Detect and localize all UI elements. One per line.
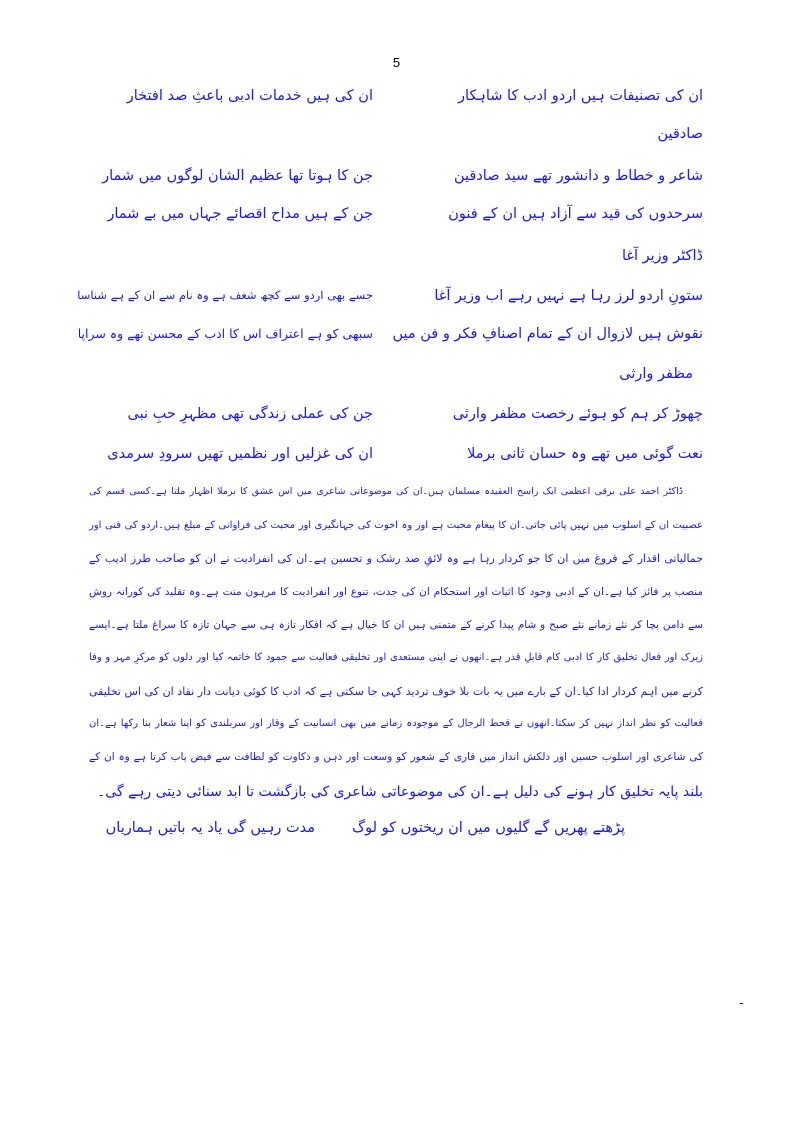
prose-line: منصب پر فائز کیا ہے۔ان کے ادبی وجود کا اثبات اور استحکام ان کی جدت، تنوع اور انفرادیت کا مرہون منت ہے۔وہ تقلید کی کورانہ روش (89, 586, 703, 598)
couplet-4-first-misra: ستونِ اردو لرز رہا ہے نہیں رہے اب وزیر آغا (434, 288, 703, 304)
couplet-1-second-misra: ان کی ہیں خدمات ادبی باعثِ صد افتخار (126, 88, 373, 104)
couplet-2-second-misra: جن کا ہوتا تھا عظیم الشان لوگوں میں شمار (102, 168, 373, 184)
prose-line: ڈاکٹر احمد علی برقی اعظمی ایک راسخ العقیدہ مسلمان ہیں۔ان کی موضوعاتی شاعری میں اس عشق کا برملا اظہار ملتا ہے۔کسی قسم کی (89, 486, 683, 497)
section-heading-muzaffar-warsi: مظفر وارثی (619, 366, 693, 382)
couplet-7-first-misra: نعت گوئی میں تھے وہ حسان ثانی برملا (467, 446, 703, 462)
prose-line: زیرک اور فعال تخلیق کار کا ادبی کام قابلِ قدر ہے۔انھوں نے اپنی مستعدی اور تخلیقی فعالیت سے جمود کا خاتمہ کیا اور دلوں کو مرکزِ مہر و وفا (89, 652, 703, 663)
section-heading-sadiqain: صادقین (657, 126, 703, 142)
couplet-7-second-misra: ان کی غزلیں اور نظمیں تھیں سرودِ سرمدی (107, 446, 373, 462)
prose-line: سے دامن بچا کر نئے زمانے نئے صبح و شام پیدا کرنے کے متمنی ہیں ان کا خیال ہے کہ افکار تازہ ہی سے جہان تازہ کا سراغ ملتا ہے۔ایسے (89, 619, 703, 631)
couplet-4-second-misra: جسے بھی اردو سے کچھ شغف ہے وہ نام سے ان کے ہے شناسا (77, 288, 373, 302)
prose-line: کرنے میں اہم کردار ادا کیا۔ان کے بارے میں یہ بات بلا خوف تردید کہی جا سکتی ہے کہ ادب کا کوئی دیانت دار نقاد ان کی اس تخلیقی (89, 685, 703, 698)
couplet-6-first-misra: چھوڑ کر ہم کو ہوئے رخصت مظفر وارثی (452, 406, 703, 422)
couplet-2-first-misra: شاعر و خطاط و دانشور تھے سید صادقین (453, 168, 703, 184)
prose-line: بلند پایہ تخلیق کار ہونے کی دلیل ہے۔ان کی موضوعاتی شاعری کی بازگشت تا ابد سنائی دیتی رہے گی۔ (97, 784, 703, 800)
couplet-3-first-misra: سرحدوں کی قید سے آزاد ہیں ان کے فنون (448, 206, 703, 222)
prose-line: فعالیت کو نظر انداز نہیں کر سکتا۔انھوں نے قحط الرجال کے موجودہ زمانے میں بھی انسانیت کے وقار اور سربلندی کو اپنا شعار بنا رکھا ہے۔ان (89, 718, 703, 729)
couplet-6-second-misra: جن کی عملی زندگی تھی مظہرِ حبِ نبی (127, 406, 373, 422)
final-couplet-second-misra: مدت رہیں گی یاد یہ باتیں ہماریاں (105, 820, 315, 836)
couplet-1-first-misra: ان کی تصنیفات ہیں اردو ادب کا شاہکار (457, 88, 703, 104)
couplet-5-first-misra: نقوش ہیں لازوال ان کے تمام اصنافِ فکر و فن میں (392, 326, 703, 342)
section-heading-wazir-agha: ڈاکٹر وزیر آغا (621, 248, 703, 264)
prose-line: جمالیاتی اقدار کے فروغ میں ان کا جو کردار رہا ہے وہ لائقِ صد رشک و تحسین ہے۔ان کی انفرادیت نے ان کو صاحب طرز ادیب کے (89, 552, 703, 565)
prose-line: کی شاعری اور اسلوب حسین اور دلکش انداز میں قاری کے شعور کو وسعت اور ذہن و ذکاوت کو لطافت سے فیض یاب کرتا ہے وہ ان کے (89, 751, 703, 763)
page-number: 5 (392, 55, 401, 70)
final-couplet-first-misra: پڑھتے پھریں گے گلیوں میں ان ریختوں کو لوگ (352, 820, 625, 836)
prose-line: عصبیت ان کے اسلوب میں نہیں پائی جاتی۔ان کا پیغام محبت ہے اور وہ اخوت کی جہانگیری اور محبت کی فراوانی کے مبلغ ہیں۔اردو کی فنی اور (89, 520, 703, 531)
couplet-3-second-misra: جن کے ہیں مداح اقصائے جہاں میں بے شمار (107, 206, 373, 222)
footer-mark: ـ (740, 996, 743, 1007)
couplet-5-second-misra: سبھی کو ہے اعتراف اس کا ادب کے محسن تھے وہ سراپا (77, 326, 373, 341)
